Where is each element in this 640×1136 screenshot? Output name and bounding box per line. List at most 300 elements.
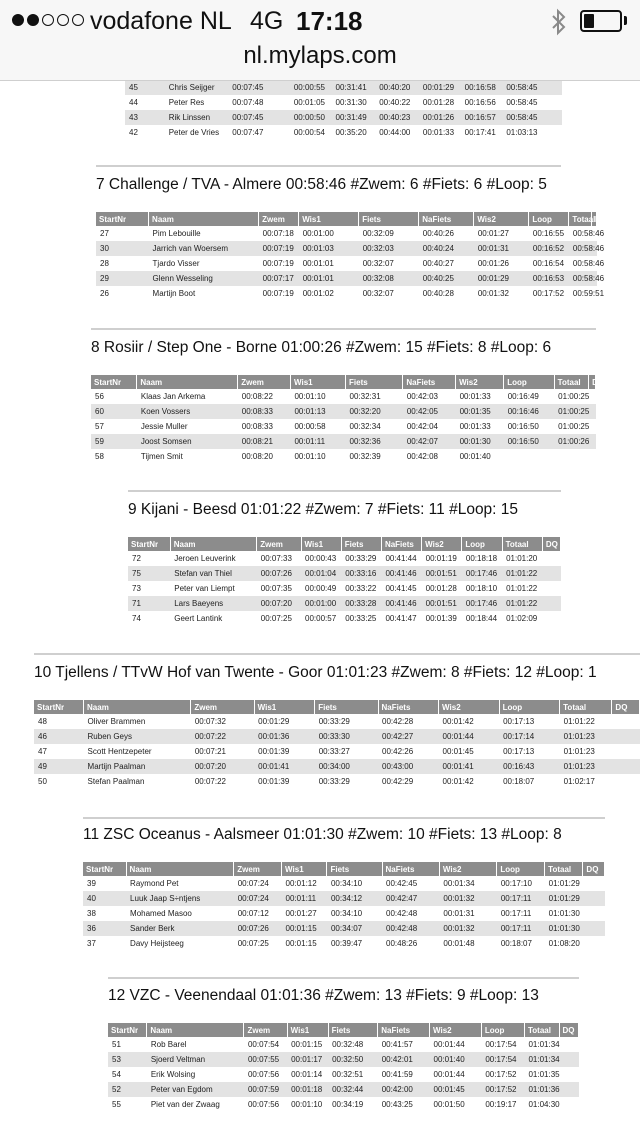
cell-fiets: 00:32:36 (346, 434, 403, 449)
cell-loop: 00:17:46 (462, 596, 502, 611)
table-row[interactable] (128, 611, 561, 626)
cell-wis2: 00:01:51 (422, 566, 462, 581)
table-row[interactable] (83, 906, 605, 921)
column-header-fiets[interactable]: Fiets (359, 212, 419, 226)
cell-fiets: 00:39:47 (330, 939, 363, 948)
cell-wis1: 00:01:02 (302, 289, 334, 298)
cell-zwem: 00:07:45 (228, 80, 290, 95)
cell-totaal: 00:58:45 (502, 80, 540, 95)
cell-dq (559, 1037, 578, 1052)
column-header-startnr[interactable]: StartNr (91, 375, 137, 389)
table-row[interactable] (83, 921, 605, 936)
cell-loop: 00:17:52 (532, 289, 565, 298)
cell-totaal: 00:58:46 (572, 229, 605, 238)
column-header-nafiets[interactable]: NaFiets (403, 375, 456, 389)
column-header-nafiets[interactable]: NaFiets (382, 862, 439, 876)
cell-naam: Tjardo Visser (152, 259, 200, 268)
cell-naam: Tijmen Smit (140, 452, 183, 461)
cell-startnr: 40 (83, 891, 126, 906)
column-header-startnr[interactable]: StartNr (34, 700, 84, 714)
table-header-row (108, 1023, 579, 1037)
cell-zwem: 00:07:17 (259, 271, 299, 286)
column-header-startnr[interactable]: StartNr (96, 212, 149, 226)
column-header-wis2[interactable]: Wis2 (439, 862, 496, 876)
cell-zwem: 00:08:20 (241, 452, 273, 461)
column-header-zwem[interactable]: Zwem (191, 700, 254, 714)
section-divider (83, 817, 605, 819)
column-header-zwem[interactable]: Zwem (244, 1023, 287, 1037)
cell-naam: Glenn Wesseling (149, 271, 259, 286)
signal-dot (12, 14, 24, 26)
cell-loop: 00:17:11 (497, 891, 545, 906)
team-title: 12 VZC - Veenendaal 01:01:36 #Zwem: 13 #Fiets: 9 #Loop: 13 (108, 987, 539, 1004)
cell-startnr: 73 (132, 584, 141, 593)
cell-naam: Rob Barel (150, 1040, 187, 1049)
table-row[interactable] (128, 596, 561, 611)
cell-totaal: 00:58:46 (569, 271, 592, 286)
column-header-nafiets[interactable]: NaFiets (381, 537, 421, 551)
column-header-startnr[interactable]: StartNr (128, 537, 170, 551)
cell-startnr: 42 (129, 128, 138, 137)
cell-wis1: 00:01:01 (299, 271, 359, 286)
column-header-wis2[interactable]: Wis2 (422, 537, 462, 551)
cell-wis1: 00:01:10 (294, 392, 326, 401)
cell-wis1: 00:01:03 (299, 241, 359, 256)
cell-fiets: 00:32:51 (332, 1070, 364, 1079)
column-header-dq[interactable]: DQ (612, 700, 640, 714)
column-header-totaal[interactable]: Totaal (560, 700, 612, 714)
cell-fiets: 00:34:12 (327, 891, 382, 906)
cell-naam: Scott Hentzepeter (87, 747, 152, 756)
column-header-fiets[interactable]: Fiets (328, 1023, 378, 1037)
column-header-loop[interactable]: Loop (462, 537, 502, 551)
column-header-wis1[interactable]: Wis1 (290, 375, 345, 389)
cell-nafiets: 00:41:45 (385, 584, 417, 593)
cell-wis1: 00:01:00 (302, 229, 334, 238)
table-row[interactable] (96, 226, 597, 241)
table-row[interactable] (91, 449, 596, 464)
cell-nafiets: 00:40:28 (422, 289, 454, 298)
table-row[interactable] (108, 1052, 579, 1067)
cell-wis2: 00:01:44 (439, 729, 500, 744)
cell-loop: 00:16:46 (504, 404, 554, 419)
cell-totaal: 01:00:26 (554, 434, 588, 449)
cell-nafiets: 00:43:00 (378, 759, 439, 774)
clock: 17:18 (296, 6, 363, 36)
cell-dq (542, 581, 560, 596)
cell-wis1: 00:01:29 (258, 717, 290, 726)
cell-dq (589, 419, 596, 434)
cell-zwem: 00:07:55 (244, 1052, 287, 1067)
table-row[interactable] (96, 256, 597, 271)
cell-wis2: 00:01:40 (430, 1052, 482, 1067)
cell-fiets: 00:34:10 (330, 879, 363, 888)
table-row[interactable] (128, 581, 561, 596)
cell-nafiets: 00:42:48 (382, 921, 439, 936)
cell-zwem: 00:07:24 (237, 879, 269, 888)
table-row[interactable] (83, 891, 605, 906)
cell-loop: 00:17:11 (497, 921, 545, 936)
cell-totaal: 01:03:13 (506, 128, 538, 137)
table-row[interactable] (128, 566, 561, 581)
cell-wis2: 00:01:40 (459, 452, 491, 461)
cell-zwem: 00:07:25 (237, 939, 269, 948)
cell-loop: 00:19:17 (485, 1100, 517, 1109)
column-header-wis1[interactable]: Wis1 (282, 862, 327, 876)
column-header-naam[interactable]: Naam (149, 212, 259, 226)
cell-totaal: 01:02:09 (506, 614, 538, 623)
cell-wis2: 00:01:44 (433, 1040, 465, 1049)
cell-wis1: 00:01:14 (291, 1070, 323, 1079)
column-header-naam[interactable]: Naam (137, 375, 238, 389)
column-header-loop[interactable]: Loop (529, 212, 569, 226)
column-header-dq[interactable]: DQ (559, 1023, 578, 1037)
cell-nafiets: 00:41:44 (385, 554, 417, 563)
cell-dq (583, 906, 605, 921)
column-header-totaal[interactable]: Totaal (545, 862, 583, 876)
cell-startnr: 43 (125, 110, 165, 125)
cell-loop: 00:18:10 (465, 584, 498, 593)
cell-wis2: 00:01:26 (419, 110, 461, 125)
column-header-fiets[interactable]: Fiets (341, 537, 381, 551)
cell-loop: 00:18:18 (465, 554, 498, 563)
cell-zwem: 00:07:19 (262, 289, 294, 298)
column-header-dq[interactable]: DQ (589, 375, 596, 389)
cell-nafiets: 00:41:46 (381, 596, 421, 611)
cell-wis2: 00:01:33 (459, 422, 491, 431)
column-header-loop[interactable]: Loop (499, 700, 560, 714)
cell-nafiets: 00:40:24 (419, 241, 474, 256)
table-row[interactable] (125, 95, 562, 110)
cell-fiets: 00:31:41 (332, 80, 376, 95)
column-header-fiets[interactable]: Fiets (327, 862, 382, 876)
bluetooth-icon (550, 8, 568, 36)
cell-loop: 00:17:54 (481, 1052, 524, 1067)
column-header-loop[interactable]: Loop (504, 375, 554, 389)
cell-zwem: 00:07:19 (262, 259, 294, 268)
signal-dot (42, 14, 54, 26)
cell-zwem: 00:07:24 (234, 891, 282, 906)
column-header-totaal[interactable]: Totaal (524, 1023, 559, 1037)
cell-zwem: 00:07:22 (191, 729, 254, 744)
cell-startnr: 59 (91, 434, 137, 449)
table-row[interactable] (34, 774, 640, 789)
column-header-wis1[interactable]: Wis1 (299, 212, 359, 226)
cell-fiets: 00:31:30 (335, 98, 367, 107)
column-header-dq[interactable]: DQ (542, 537, 560, 551)
cell-wis1: 00:01:27 (285, 909, 317, 918)
cell-loop: 00:16:50 (507, 422, 539, 431)
column-header-fiets[interactable]: Fiets (315, 700, 378, 714)
table-header-row (34, 700, 640, 714)
column-header-naam[interactable]: Naam (170, 537, 257, 551)
cell-fiets: 00:32:48 (332, 1040, 364, 1049)
cell-totaal: 01:01:23 (560, 759, 612, 774)
cell-loop: 00:16:57 (461, 110, 503, 125)
cell-totaal: 01:00:25 (558, 422, 590, 431)
cell-fiets: 00:32:20 (346, 404, 403, 419)
cell-loop: 00:18:07 (503, 777, 535, 786)
cell-nafiets: 00:40:22 (379, 98, 411, 107)
cell-nafiets: 00:42:27 (378, 729, 439, 744)
cell-fiets: 00:33:16 (341, 566, 381, 581)
table-row[interactable] (96, 271, 597, 286)
cell-zwem: 00:08:33 (241, 422, 273, 431)
cell-startnr: 58 (95, 452, 104, 461)
cell-wis2: 00:01:42 (442, 717, 474, 726)
column-header-wis1[interactable]: Wis1 (301, 537, 341, 551)
cell-totaal: 01:01:29 (548, 879, 580, 888)
cell-nafiets: 00:42:48 (386, 909, 418, 918)
cell-nafiets: 00:40:27 (422, 259, 454, 268)
cell-totaal: 01:01:23 (560, 729, 612, 744)
cell-wis2: 00:01:30 (456, 434, 504, 449)
table-row[interactable] (108, 1082, 579, 1097)
cell-naam: Peter de Vries (168, 128, 220, 137)
cell-totaal: 01:01:22 (506, 584, 538, 593)
column-header-wis1[interactable]: Wis1 (254, 700, 315, 714)
column-header-zwem[interactable]: Zwem (234, 862, 282, 876)
section-divider (91, 328, 596, 330)
table-row[interactable] (91, 389, 596, 404)
cell-wis2: 00:01:28 (425, 584, 457, 593)
table-row[interactable] (96, 241, 597, 256)
table-header-row (128, 537, 561, 551)
cell-fiets: 00:34:19 (332, 1100, 364, 1109)
column-header-wis1[interactable]: Wis1 (287, 1023, 328, 1037)
cell-totaal: 00:59:51 (572, 289, 605, 298)
cell-wis1: 00:00:50 (290, 110, 332, 125)
table-row[interactable] (34, 729, 640, 744)
cell-naam: Martijn Boot (152, 289, 196, 298)
table-header-row (91, 375, 596, 389)
cell-startnr: 49 (34, 759, 84, 774)
column-header-naam[interactable]: Naam (147, 1023, 244, 1037)
cell-naam: Ruben Geys (84, 729, 191, 744)
column-header-loop[interactable]: Loop (481, 1023, 524, 1037)
table-row[interactable] (34, 744, 640, 759)
cell-wis1: 00:01:15 (282, 921, 327, 936)
cell-naam: Stefan van Thiel (170, 566, 257, 581)
cell-naam: Jeroen Leuverink (174, 554, 236, 563)
cell-dq (542, 551, 560, 566)
cell-dq (583, 876, 605, 891)
cell-totaal: 00:58:46 (569, 241, 592, 256)
cell-nafiets: 00:41:59 (381, 1070, 413, 1079)
column-header-naam[interactable]: Naam (84, 700, 191, 714)
cell-zwem: 00:07:35 (260, 584, 292, 593)
column-header-wis2[interactable]: Wis2 (430, 1023, 482, 1037)
column-header-startnr[interactable]: StartNr (108, 1023, 147, 1037)
column-header-nafiets[interactable]: NaFiets (378, 1023, 430, 1037)
cell-startnr: 57 (95, 422, 104, 431)
results-table (128, 537, 561, 626)
cell-wis1: 00:00:54 (293, 128, 325, 137)
cell-nafiets: 00:42:08 (406, 452, 438, 461)
table-row[interactable] (125, 110, 562, 125)
cell-naam: Geert Lantink (174, 614, 223, 623)
table-row[interactable] (91, 419, 596, 434)
cell-totaal: 00:58:45 (506, 98, 538, 107)
column-header-totaal[interactable]: Totaal (502, 537, 542, 551)
cell-dq (589, 449, 596, 464)
cell-zwem: 00:07:48 (232, 98, 264, 107)
status-bar (0, 0, 640, 81)
table-row[interactable] (91, 434, 596, 449)
table-row[interactable] (34, 714, 640, 729)
battery-nub (624, 16, 627, 25)
cell-nafiets: 00:42:47 (382, 891, 439, 906)
cell-fiets: 00:34:10 (330, 909, 363, 918)
cell-fiets: 00:32:07 (362, 259, 394, 268)
section-divider (96, 165, 561, 167)
cell-startnr: 56 (95, 392, 104, 401)
cell-nafiets: 00:42:04 (406, 422, 438, 431)
column-header-nafiets[interactable]: NaFiets (419, 212, 474, 226)
column-header-startnr[interactable]: StartNr (83, 862, 126, 876)
column-header-zwem[interactable]: Zwem (238, 375, 291, 389)
table-row[interactable] (108, 1097, 579, 1112)
cell-nafiets: 00:41:47 (385, 614, 417, 623)
results-table (34, 700, 640, 789)
cell-dq (612, 729, 640, 744)
cell-nafiets: 00:42:00 (378, 1082, 430, 1097)
cell-loop: 00:18:44 (465, 614, 498, 623)
column-header-dq[interactable]: DQ (583, 862, 605, 876)
table-row[interactable] (83, 876, 605, 891)
column-header-totaal[interactable]: Totaal (554, 375, 588, 389)
url-bar[interactable]: nl.mylaps.com (243, 42, 397, 69)
cell-loop (504, 449, 554, 464)
column-header-nafiets[interactable]: NaFiets (378, 700, 439, 714)
cell-fiets: 00:33:27 (318, 747, 350, 756)
results-table (108, 1023, 579, 1112)
table-row[interactable] (128, 551, 561, 566)
cell-startnr: 26 (100, 289, 109, 298)
cell-wis1: 00:01:18 (287, 1082, 328, 1097)
cell-wis1: 00:01:05 (293, 98, 325, 107)
section-divider (128, 490, 561, 492)
cell-totaal: 01:00:25 (554, 404, 588, 419)
cell-nafiets: 00:48:26 (386, 939, 418, 948)
cell-zwem: 00:07:56 (247, 1100, 280, 1109)
cell-totaal: 01:01:30 (548, 909, 580, 918)
cell-startnr: 50 (38, 777, 47, 786)
cell-totaal: 01:01:30 (545, 921, 583, 936)
cell-loop: 00:18:07 (500, 939, 532, 948)
cell-fiets: 00:31:49 (332, 110, 376, 125)
cell-nafiets: 00:42:26 (382, 747, 414, 756)
column-header-dq[interactable]: DQ (591, 212, 596, 226)
column-header-zwem[interactable]: Zwem (257, 537, 301, 551)
table-row[interactable] (108, 1037, 579, 1052)
column-header-fiets[interactable]: Fiets (346, 375, 403, 389)
cell-naam: Oliver Brammen (87, 717, 146, 726)
cell-naam: Lars Baeyens (170, 596, 257, 611)
cell-dq (559, 1097, 578, 1112)
cell-dq (540, 110, 562, 125)
cell-dq (540, 80, 562, 95)
cell-wis1: 00:01:01 (302, 259, 334, 268)
cell-nafiets: 00:41:46 (381, 566, 421, 581)
column-header-wis2[interactable]: Wis2 (439, 700, 500, 714)
cell-dq (583, 936, 605, 951)
cell-fiets: 00:33:29 (318, 717, 350, 726)
cell-nafiets: 00:41:57 (381, 1040, 413, 1049)
cell-dq (559, 1067, 578, 1082)
table-row[interactable] (125, 80, 562, 95)
cell-startnr: 54 (112, 1070, 121, 1079)
cell-nafiets: 00:42:45 (386, 879, 418, 888)
column-header-wis2[interactable]: Wis2 (474, 212, 529, 226)
cell-zwem: 00:07:19 (259, 241, 299, 256)
cell-totaal: 01:00:25 (558, 392, 590, 401)
cell-fiets: 00:32:09 (362, 229, 394, 238)
cell-startnr: 27 (100, 229, 109, 238)
cell-totaal: 01:04:30 (528, 1100, 560, 1109)
cell-totaal: 01:01:20 (506, 554, 538, 563)
cell-wis1: 00:01:10 (291, 1100, 323, 1109)
column-header-naam[interactable]: Naam (126, 862, 234, 876)
cell-zwem: 00:07:20 (191, 759, 254, 774)
cell-wis1: 00:01:11 (290, 434, 345, 449)
cell-wis2: 00:01:33 (422, 128, 455, 137)
cell-wis1: 00:00:55 (290, 80, 332, 95)
signal-dot (72, 14, 84, 26)
column-header-loop[interactable]: Loop (497, 862, 545, 876)
column-header-wis2[interactable]: Wis2 (456, 375, 504, 389)
cell-fiets: 00:32:31 (349, 392, 381, 401)
cell-fiets: 00:32:39 (349, 452, 381, 461)
column-header-zwem[interactable]: Zwem (259, 212, 299, 226)
cell-fiets: 00:34:07 (327, 921, 382, 936)
cell-naam: Jarrich van Woersem (149, 241, 259, 256)
cell-wis1: 00:01:15 (291, 1040, 323, 1049)
cell-naam: Jessie Muller (140, 422, 188, 431)
table-row[interactable] (91, 404, 596, 419)
table-row[interactable] (83, 936, 605, 951)
cell-nafiets: 00:44:00 (379, 128, 411, 137)
cell-loop: 00:16:50 (504, 434, 554, 449)
cell-startnr: 38 (87, 909, 96, 918)
table-row[interactable] (34, 759, 640, 774)
cell-wis2: 00:01:51 (422, 596, 462, 611)
cell-zwem: 00:07:54 (247, 1040, 280, 1049)
cell-zwem: 00:08:22 (241, 392, 273, 401)
table-row[interactable] (108, 1067, 579, 1082)
column-header-totaal[interactable]: Totaal (569, 212, 592, 226)
cell-startnr: 60 (91, 404, 137, 419)
cell-wis1: 00:00:43 (305, 554, 337, 563)
table-row[interactable] (125, 125, 562, 140)
cell-startnr: 47 (38, 747, 47, 756)
cell-naam: Joost Somsen (137, 434, 238, 449)
cell-startnr: 52 (108, 1082, 147, 1097)
cell-loop: 00:16:55 (532, 229, 565, 238)
cell-dq (589, 389, 596, 404)
cell-wis2: 00:01:48 (443, 939, 475, 948)
cell-loop: 00:16:58 (461, 80, 503, 95)
cell-loop: 00:17:14 (499, 729, 560, 744)
cell-loop: 00:17:54 (485, 1040, 517, 1049)
cell-wis2: 00:01:44 (433, 1070, 465, 1079)
table-row[interactable] (96, 286, 597, 301)
cell-nafiets: 00:43:25 (381, 1100, 413, 1109)
cell-loop: 00:17:41 (464, 128, 496, 137)
cell-zwem: 00:07:32 (194, 717, 226, 726)
cell-wis2: 00:01:28 (422, 98, 455, 107)
cell-zwem: 00:07:18 (262, 229, 294, 238)
